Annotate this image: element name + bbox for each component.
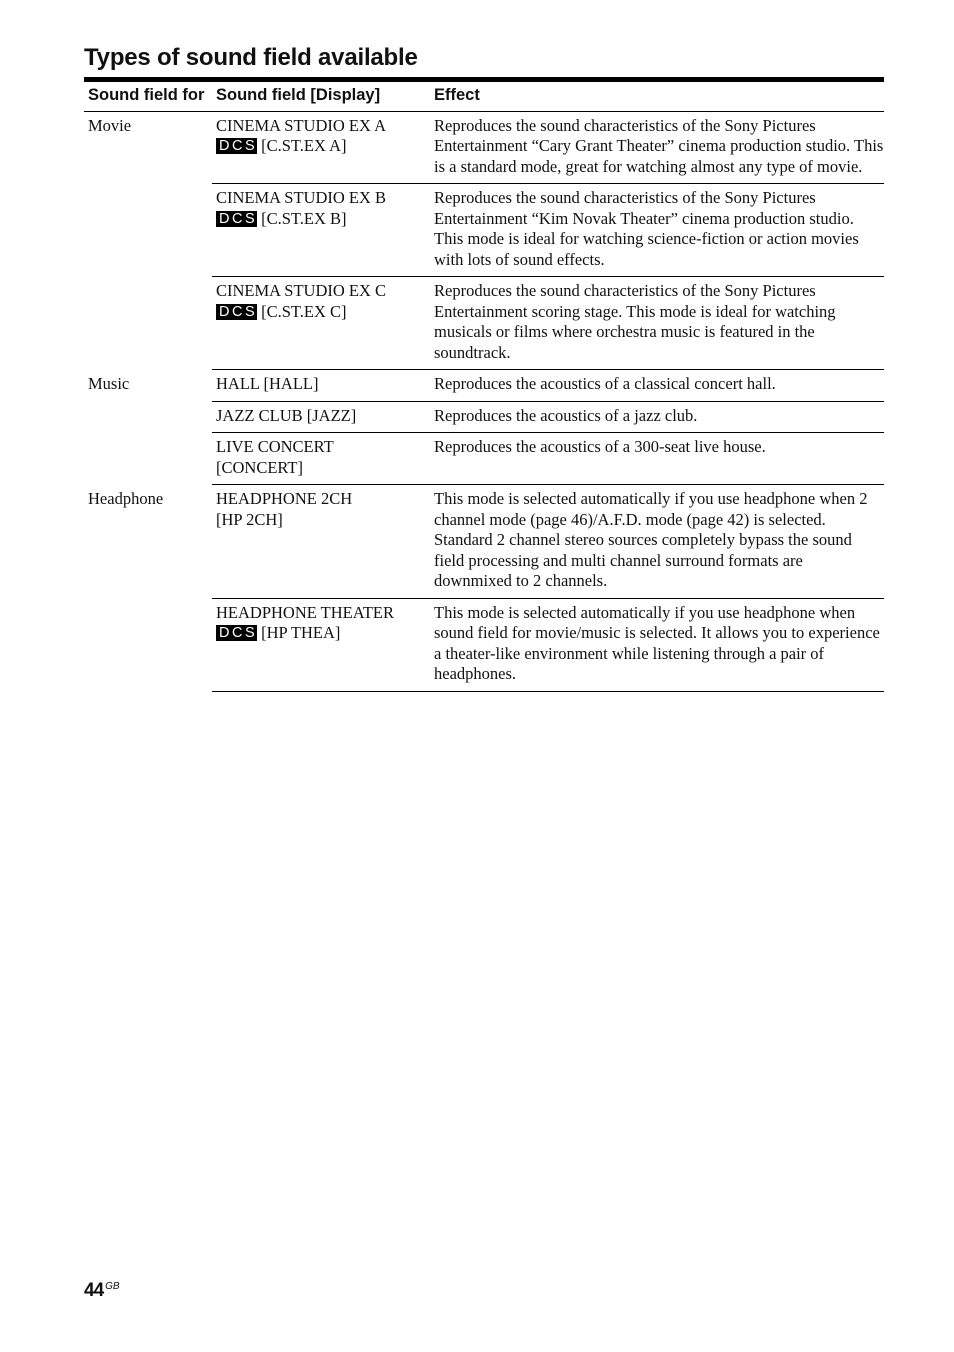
category-music: Music — [88, 373, 130, 393]
sound-field-cell — [212, 277, 430, 370]
sound-field-cell — [212, 111, 430, 184]
sound-field-name: HEADPHONE THEATER — [216, 602, 394, 622]
sound-field-cell — [212, 485, 430, 599]
display-name: [CONCERT] — [216, 457, 304, 477]
display-name: [HP THEA] — [261, 623, 341, 642]
page-region-suffix: GB — [105, 1281, 120, 1292]
page-title: Types of sound field available — [84, 44, 418, 71]
sound-field-name: CINEMA STUDIO EX C — [216, 281, 387, 300]
header-effect: Effect — [430, 82, 884, 111]
effect-cell: Reproduces the sound characteristics of the Sony Pictures Entertainment “Kim Novak Theater” cinema production studio. This mode is ideal for watching science-fiction or action movies with lots of sound effects. — [430, 184, 884, 277]
sound-field-name: CINEMA STUDIO EX A — [216, 115, 387, 135]
sound-field-cell — [212, 433, 430, 485]
sound-field-cell — [212, 401, 430, 433]
sound-field-table — [84, 82, 884, 692]
header-sound-field-display: Sound field [Display] — [212, 82, 430, 111]
page-number — [84, 1280, 120, 1302]
table-row — [84, 370, 884, 402]
dcs-badge: DCS — [216, 304, 257, 320]
table-row — [84, 111, 884, 184]
effect-cell: Reproduces the acoustics of a 300-seat live house. — [430, 433, 884, 485]
display-name: [C.ST.EX A] — [261, 136, 347, 155]
effect-cell: Reproduces the sound characteristics of the Sony Pictures Entertainment “Cary Grant Theater” cinema production studio. This is a standard mode, great for watching almost any type of movie. — [430, 111, 884, 184]
page-number-value: 44 — [84, 1280, 104, 1301]
category-movie: Movie — [88, 115, 132, 135]
display-name: [HP 2CH] — [216, 509, 283, 529]
effect-cell: Reproduces the acoustics of a classical concert hall. — [430, 370, 884, 402]
dcs-badge: DCS — [216, 625, 257, 641]
display-name: [C.ST.EX B] — [261, 208, 347, 228]
effect-cell: Reproduces the acoustics of a jazz club. — [430, 401, 884, 433]
effect-cell: This mode is selected automatically if you use headphone when 2 channel mode (page 46)/A.F.D. mode (page 42) is selected. Standard 2 channel stereo sources completely bypass the sound field processing and multi channel surround formats are downmixed to 2 channels. — [430, 485, 884, 599]
sound-field-cell — [212, 598, 430, 691]
sound-field-cell — [212, 184, 430, 277]
dcs-badge: DCS — [216, 211, 257, 227]
dcs-badge: DCS — [216, 138, 257, 154]
effect-cell: This mode is selected automatically if you use headphone when sound field for movie/music is selected. It allows you to experience a theater-like environment while listening through a pair of headphones. — [430, 598, 884, 691]
header-sound-field-for: Sound field for — [84, 82, 212, 111]
sound-field-name: JAZZ CLUB [JAZZ] — [216, 405, 357, 425]
effect-cell: Reproduces the sound characteristics of the Sony Pictures Entertainment scoring stage. This mode is ideal for watching musicals or films where orchestra music is featured in the soundtrack. — [430, 277, 884, 370]
display-name: [C.ST.EX C] — [261, 301, 347, 321]
table-row — [84, 485, 884, 599]
category-headphone: Headphone — [88, 488, 164, 508]
table-header-row — [84, 82, 884, 111]
sound-field-name: CINEMA STUDIO EX B — [216, 188, 387, 207]
sound-field-name: HALL [HALL] — [216, 374, 319, 393]
sound-field-name: LIVE CONCERT — [216, 437, 334, 456]
sound-field-name: HEADPHONE 2CH — [216, 489, 353, 508]
sound-field-cell — [212, 370, 430, 402]
